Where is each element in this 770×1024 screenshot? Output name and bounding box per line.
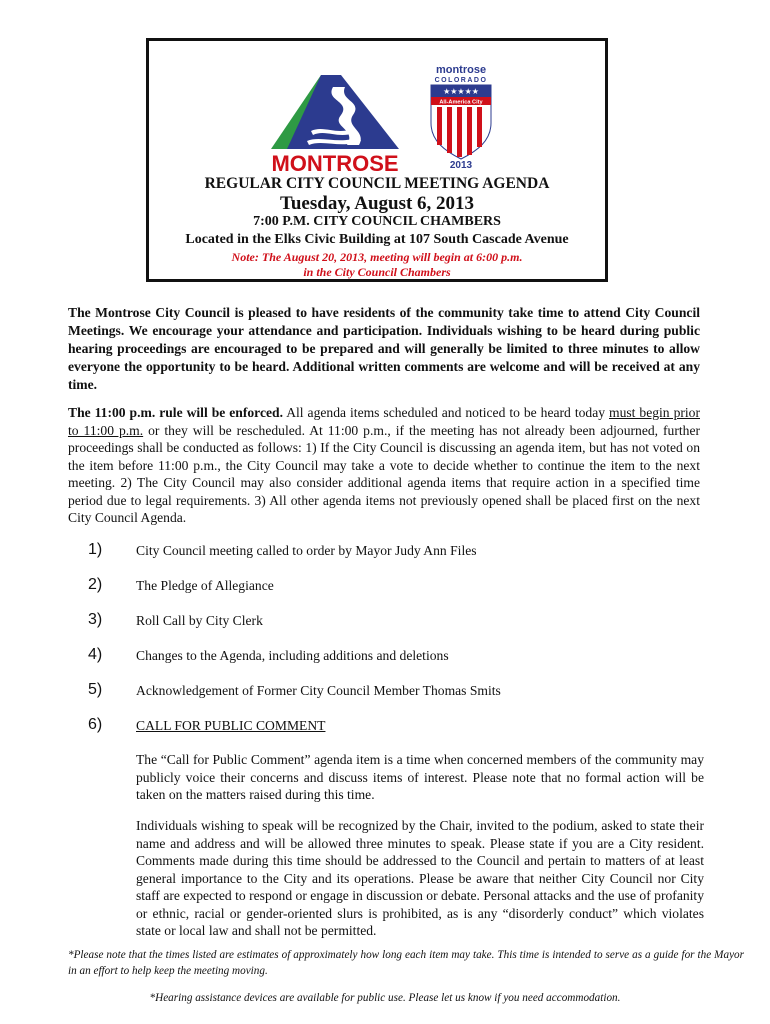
- meeting-location: Located in the Elks Civic Building at 107 South Cascade Avenue: [185, 232, 569, 247]
- rule-text-2: or they will be rescheduled. At 11:00 p.m., if the meeting has not already been adjourned, further proceedings shall be conducted as follows: 1) If the City Council is discussing an agenda item, but has not voted on the item before 11:00 p.m., the City Council may take a vote to decide whether to continue the item to the next meeting. 2) The City Council may also consider additional agenda items that require action in a specified time period due to legal requirements. 3) All other agenda items not previously opened shall be placed first on the next City Council Agenda.: [68, 422, 701, 525]
- svg-text:★★★★★: ★★★★★: [443, 87, 479, 96]
- agenda-item: [0, 541, 770, 563]
- agenda-item: [0, 646, 770, 668]
- all-america-city-badge: [427, 63, 495, 169]
- item-text: City Council meeting called to order by Mayor Judy Ann Files: [136, 543, 477, 558]
- agenda-item: [0, 611, 770, 633]
- rule-heading: The 11:00 p.m. rule will be enforced.: [68, 405, 283, 420]
- meeting-date: Tuesday, August 6, 2013: [279, 193, 475, 214]
- agenda-item: [0, 681, 770, 703]
- item-number: 3): [88, 611, 103, 628]
- item-text: Changes to the Agenda, including additions and deletions: [136, 648, 449, 663]
- item-text: CALL FOR PUBLIC COMMENT: [136, 718, 326, 733]
- public-comment-para-2: Individuals wishing to speak will be recognized by the Chair, invited to the podium, asked to state their name and address and will be allowed three minutes to speak. Please state if you are a City resident. Comments made during this time should be addressed to the Council and pertain to matters of at least general importance to the City and its operations. Please be aware that neither City Council nor City staff are expected to respond or engage in discussion or debate. Personal attacks and the use of profanity or ethnic, racial or gender-oriented slurs is prohibited, as is any “disorderly conduct” which violates state or local law and shall not be permitted.: [136, 818, 704, 938]
- agenda-item: [0, 716, 770, 738]
- badge-year: 2013: [449, 160, 473, 169]
- agenda-item: [0, 576, 770, 598]
- note-line-1: Note: The August 20, 2013, meeting will begin at 6:00 p.m.: [231, 250, 523, 264]
- item-text: Acknowledgement of Former City Council Member Thomas Smits: [136, 683, 501, 698]
- times-footnote: *Please note that the times listed are estimates of approximately how long each item may take. This time is intended to serve as a guide for the Mayor in an effort to help keep the meeting moving.: [68, 949, 744, 977]
- rule-deadline: must begin prior to 11:00 p.m.: [68, 405, 700, 438]
- badge-award: All-America City: [439, 99, 483, 106]
- meeting-time-place: 7:00 P.M. CITY COUNCIL CHAMBERS: [253, 214, 501, 229]
- badge-state: COLORADO: [434, 77, 488, 84]
- rule-text-1: All agenda items scheduled and noticed to be heard today: [283, 405, 609, 420]
- item-text: Roll Call by City Clerk: [136, 613, 263, 628]
- header-box: [146, 38, 608, 282]
- logo-text: MONTROSE: [271, 151, 399, 175]
- public-comment-para-1: The “Call for Public Comment” agenda item is a time when concerned members of the community may publicly voice their concerns and discuss items of interest. Please note that no formal action will be taken on the matters raised during this time.: [136, 752, 704, 802]
- item-number: 1): [88, 541, 103, 558]
- hearing-footnote: *Hearing assistance devices are available for public use. Please let us know if you need accommodation.: [149, 992, 621, 1004]
- item-number: 2): [88, 576, 103, 593]
- badge-city: montrose: [435, 64, 487, 76]
- item-number: 4): [88, 646, 103, 663]
- note-line-2: in the City Council Chambers: [303, 265, 451, 279]
- item-number: 6): [88, 716, 103, 733]
- item-text: The Pledge of Allegiance: [136, 578, 274, 593]
- item-number: 5): [88, 681, 103, 698]
- montrose-logo: [267, 71, 403, 175]
- rule-paragraph: [68, 404, 700, 527]
- agenda-title: REGULAR CITY COUNCIL MEETING AGENDA: [204, 175, 550, 192]
- intro-paragraph: The Montrose City Council is pleased to have residents of the community take time to attend City Council Meetings. We encourage your attendance and participation. Individuals wishing to be heard during public hearing proceedings are encouraged to be prepared and will generally be limited to three minutes to allow everyone the opportunity to be heard. Additional written comments are welcome and will be received at any time.: [68, 305, 700, 392]
